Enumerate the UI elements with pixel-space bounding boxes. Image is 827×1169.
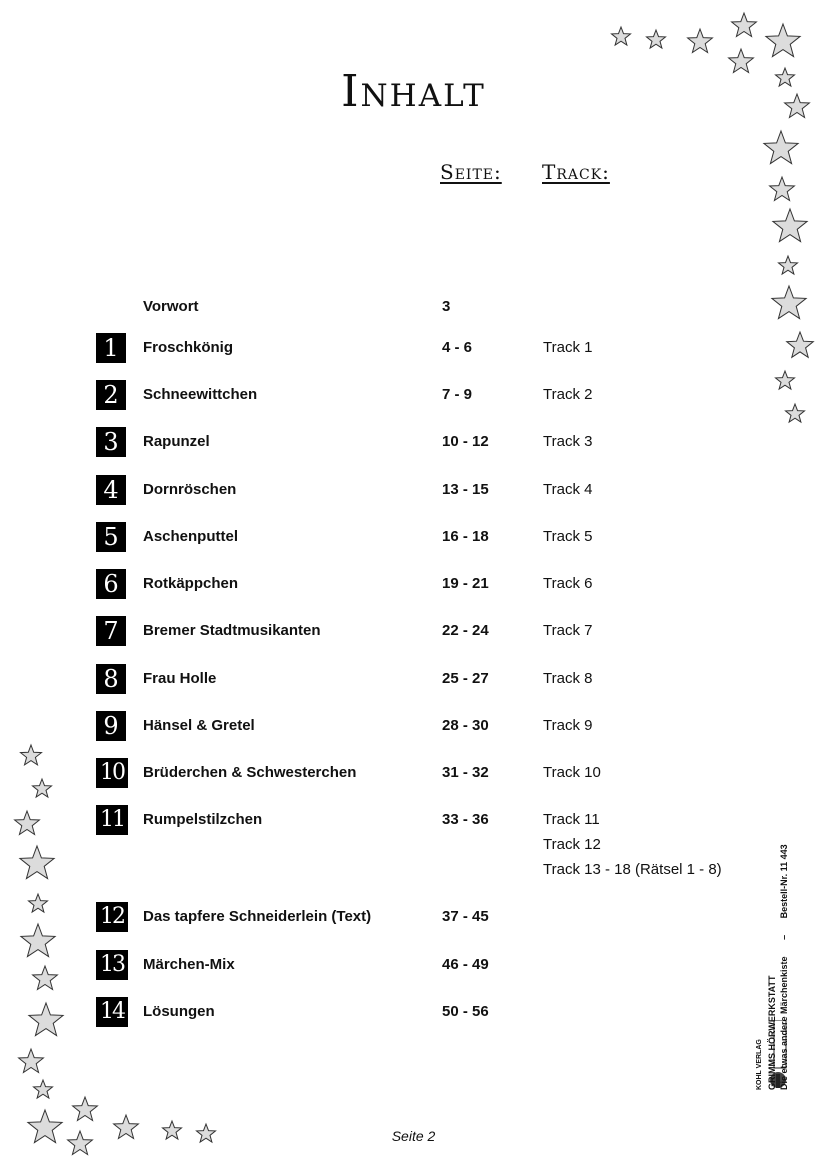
sidebar-publisher: KOHL VERLAG (756, 1039, 763, 1090)
chapter-title: Dornröschen (143, 481, 237, 498)
toc-row (0, 997, 827, 1029)
chapter-title: Brüderchen & Schwesterchen (143, 764, 357, 781)
chapter-number: 5 (96, 522, 126, 552)
star-icon (766, 24, 800, 57)
chapter-number: 3 (96, 427, 126, 457)
chapter-number: 2 (96, 380, 126, 410)
toc-row (0, 380, 827, 412)
toc-row (0, 616, 827, 648)
toc-row (0, 569, 827, 601)
chapter-number: 11 (96, 805, 128, 835)
toc-row (0, 805, 827, 878)
page-range: 25 - 27 (442, 670, 489, 687)
sidebar-series: GRIMMS HÖRWERKSTATT (767, 975, 777, 1090)
page-range: 33 - 36 (442, 811, 489, 828)
track-list (543, 622, 592, 647)
chapter-title: Das tapfere Schneiderlein (Text) (143, 908, 372, 925)
chapter-number: 7 (96, 616, 126, 646)
page-range: 16 - 18 (442, 528, 489, 545)
track-list (543, 575, 592, 600)
toc-row (0, 758, 827, 790)
track-item: Track 12 (543, 836, 601, 853)
star-icon (612, 27, 631, 45)
star-icon (764, 131, 798, 164)
track-item: Track 9 (543, 717, 593, 734)
track-item: Track 8 (543, 670, 593, 687)
page-range: 10 - 12 (442, 433, 489, 450)
chapter-title: Rotkäppchen (143, 575, 239, 592)
chapter-number: 10 (96, 758, 128, 788)
track-list (543, 339, 592, 364)
star-icon (34, 1080, 53, 1098)
sidebar-subtitle: Die etwas andere Märchenkiste (779, 956, 789, 1090)
chapter-number: 6 (96, 569, 126, 599)
star-icon (732, 13, 757, 37)
chapter-title: Hänsel & Gretel (143, 717, 255, 734)
track-item: Track 3 (543, 433, 593, 450)
page-range: 22 - 24 (442, 622, 489, 639)
toc-row (0, 333, 827, 365)
track-item: Track 7 (543, 622, 593, 639)
sidebar-order-number: Bestell-Nr. 11 443 (779, 844, 789, 919)
chapter-title: Rumpelstilzchen (143, 811, 263, 828)
toc-row (0, 711, 827, 743)
page-footer: Seite 2 (391, 1128, 436, 1144)
chapter-number: 4 (96, 475, 126, 505)
toc-row (0, 522, 827, 554)
star-icon (779, 256, 798, 274)
chapter-title: Lösungen (143, 1003, 215, 1020)
toc-row (0, 902, 827, 934)
track-item: Track 6 (543, 575, 593, 592)
page-range: 4 - 6 (442, 339, 473, 356)
chapter-title: Schneewittchen (143, 386, 258, 403)
page-range: 28 - 30 (442, 717, 489, 734)
chapter-title: Märchen-Mix (143, 956, 235, 973)
track-item: Track 1 (543, 339, 593, 356)
track-item: Track 5 (543, 528, 593, 545)
track-list (543, 481, 592, 506)
star-icon (770, 177, 795, 201)
chapter-number: 1 (96, 333, 126, 363)
star-icon (20, 846, 54, 879)
chapter-title: Bremer Stadtmusikanten (143, 622, 321, 639)
page-range: 37 - 45 (442, 908, 489, 925)
toc-row (0, 475, 827, 507)
track-item: Track 10 (543, 764, 601, 781)
page-title: Inhalt (341, 66, 486, 117)
page-range: 7 - 9 (442, 386, 473, 403)
page-range: 13 - 15 (442, 481, 489, 498)
publisher-sidebar (752, 790, 796, 1090)
track-list (543, 433, 592, 458)
toc-row (0, 664, 827, 696)
track-item: Track 13 - 18 (Rätsel 1 - 8) (543, 861, 722, 878)
sidebar-separator: – (779, 934, 789, 940)
track-item: Track 2 (543, 386, 593, 403)
page-range: 31 - 32 (442, 764, 489, 781)
star-icon (647, 30, 666, 48)
star-icon (773, 209, 807, 242)
star-icon (688, 29, 713, 53)
track-list (543, 670, 592, 695)
toc-row (0, 950, 827, 982)
column-header-page: Seite: (440, 160, 502, 184)
chapter-number: 9 (96, 711, 126, 741)
track-list (543, 764, 601, 789)
chapter-title: Froschkönig (143, 339, 234, 356)
page-range: 50 - 56 (442, 1003, 489, 1020)
toc-row (0, 427, 827, 459)
track-item: Track 11 (543, 811, 600, 828)
track-list (543, 717, 592, 742)
page-range: 3 (442, 298, 451, 315)
track-list (543, 386, 592, 411)
column-header-track: Track: (542, 160, 610, 184)
page-range: 46 - 49 (442, 956, 489, 973)
chapter-title: Vorwort (143, 298, 199, 315)
track-list (543, 528, 592, 553)
track-item: Track 4 (543, 481, 593, 498)
page-range: 19 - 21 (442, 575, 489, 592)
star-icon (73, 1097, 98, 1121)
chapter-title: Rapunzel (143, 433, 210, 450)
star-icon (19, 1049, 44, 1073)
chapter-title: Aschenputtel (143, 528, 239, 545)
track-list (543, 811, 722, 886)
chapter-title: Frau Holle (143, 670, 217, 687)
chapter-number: 8 (96, 664, 126, 694)
chapter-number: 14 (96, 997, 128, 1027)
chapter-number: 13 (96, 950, 128, 980)
toc-row (0, 292, 827, 324)
chapter-number: 12 (96, 902, 128, 932)
